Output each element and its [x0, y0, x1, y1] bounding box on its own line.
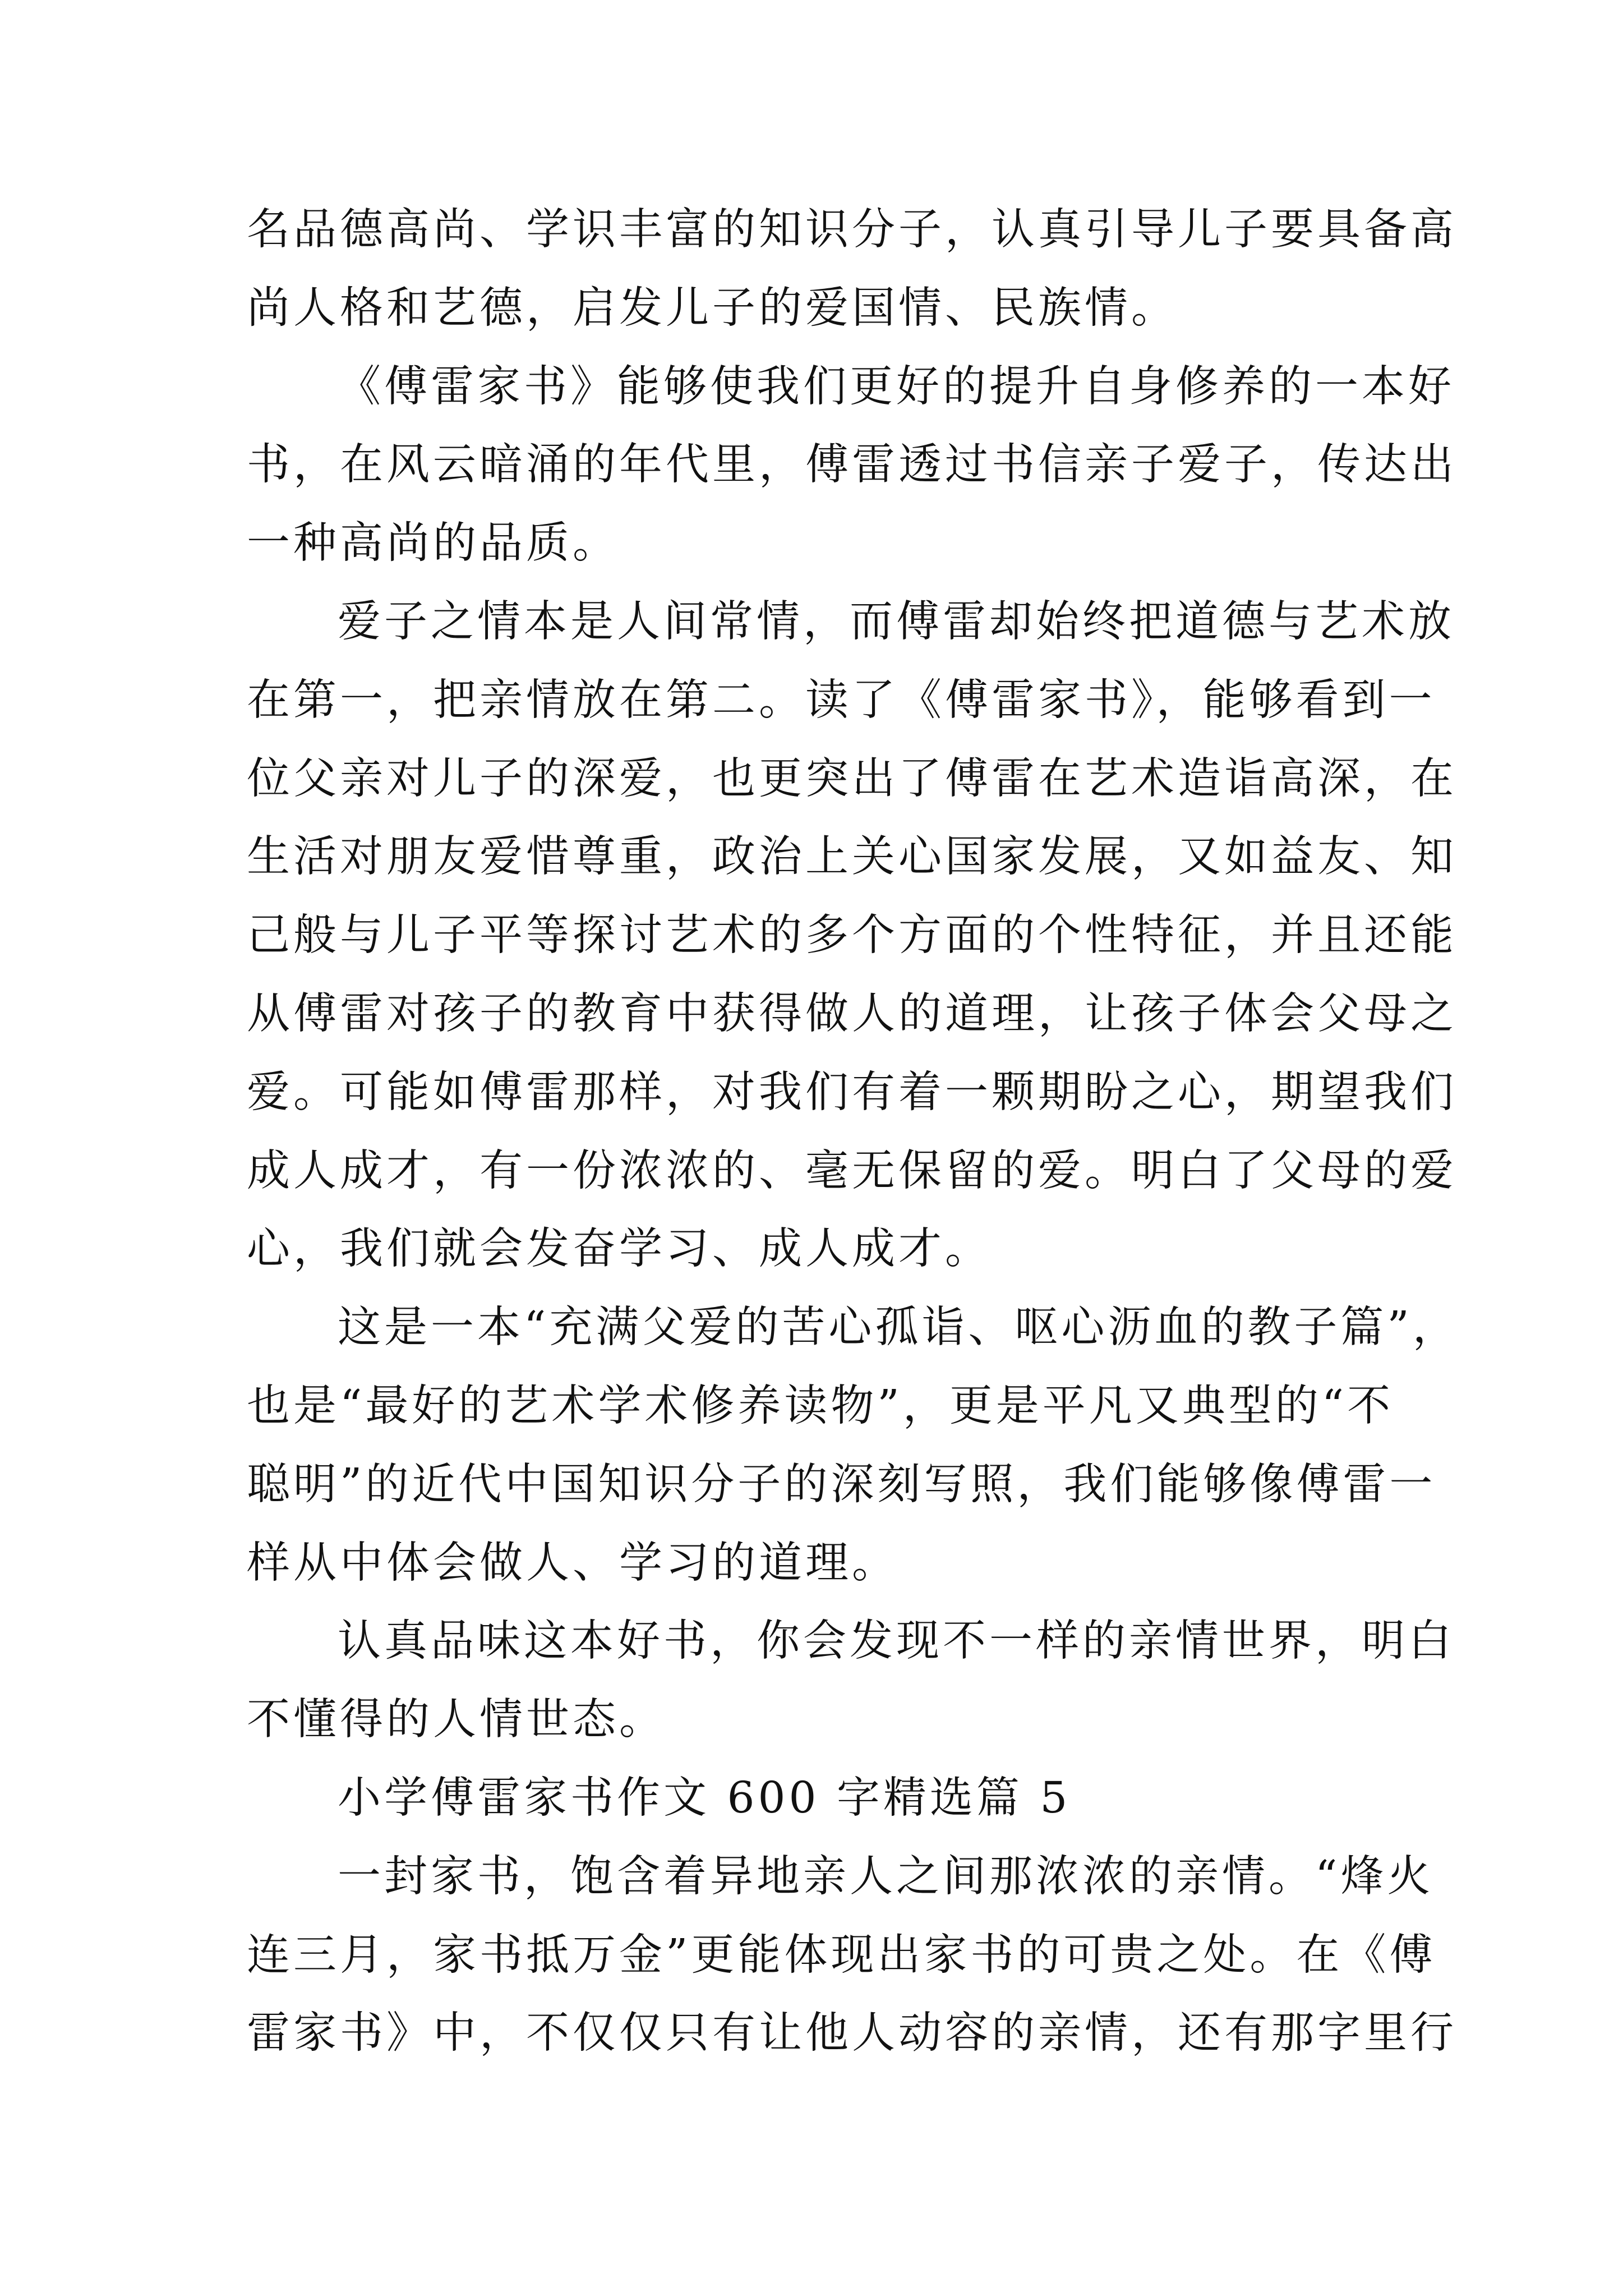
- section-heading: 小学傅雷家书作文 600 字精选篇 5: [338, 1773, 1071, 1823]
- paragraph-first-line: 《傅雷家书》能够使我们更好的提升自身修养的一本好: [338, 361, 1455, 412]
- text-line: 也是“最好的艺术学术修养读物”，更是平凡又典型的“不: [247, 1381, 1394, 1431]
- paragraph-first-line: 爱子之情本是人间常情，而傅雷却始终把道德与艺术放: [338, 596, 1455, 647]
- text-line: 样从中体会做人、学习的道理。: [247, 1538, 898, 1588]
- text-line: 雷家书》中，不仅仅只有让他人动容的亲情，还有那字里行: [247, 2008, 1457, 2059]
- text-line: 一种高尚的品质。: [247, 518, 619, 569]
- text-line: 生活对朋友爱惜尊重，政治上关心国家发展，又如益友、知: [247, 832, 1457, 882]
- text-line: 聪明”的近代中国知识分子的深刻写照，我们能够像傅雷一: [247, 1459, 1436, 1510]
- paragraph-first-line: 一封家书，饱含着异地亲人之间那浓浓的亲情。“烽火: [338, 1851, 1434, 1902]
- text-line: 成人成才，有一份浓浓的、毫无保留的爱。明白了父母的爱: [247, 1145, 1457, 1196]
- text-line: 名品德高尚、学识丰富的知识分子，认真引导儿子要具备高: [247, 205, 1457, 255]
- text-line: 爱。可能如傅雷那样，对我们有着一颗期盼之心，期望我们: [247, 1067, 1457, 1117]
- paragraph-first-line: 认真品味这本好书，你会发现不一样的亲情世界，明白: [338, 1616, 1455, 1667]
- body-text: [247, 191, 1459, 2073]
- text-line: 书，在风云暗涌的年代里，傅雷透过书信亲子爱子，传达出: [247, 440, 1457, 490]
- text-line: 从傅雷对孩子的教育中获得做人的道理，让孩子体会父母之: [247, 988, 1457, 1039]
- text-line: 己般与儿子平等探讨艺术的多个方面的个性特征，并且还能: [247, 910, 1457, 961]
- text-line: 不懂得的人情世态。: [247, 1695, 666, 1745]
- text-line: 在第一，把亲情放在第二。读了《傅雷家书》，能够看到一: [247, 675, 1436, 725]
- text-line: 连三月，家书抵万金”更能体现出家书的可贵之处。在《傅: [247, 1930, 1436, 1980]
- paragraph-first-line: 这是一本“充满父爱的苦心孤诣、呕心沥血的教子篇”，: [338, 1303, 1459, 1353]
- text-line: 尚人格和艺德，启发儿子的爱国情、民族情。: [247, 283, 1178, 333]
- text-line: 位父亲对儿子的深爱，也更突出了傅雷在艺术造诣高深，在: [247, 753, 1457, 804]
- text-line: 心，我们就会发奋学习、成人成才。: [247, 1224, 992, 1274]
